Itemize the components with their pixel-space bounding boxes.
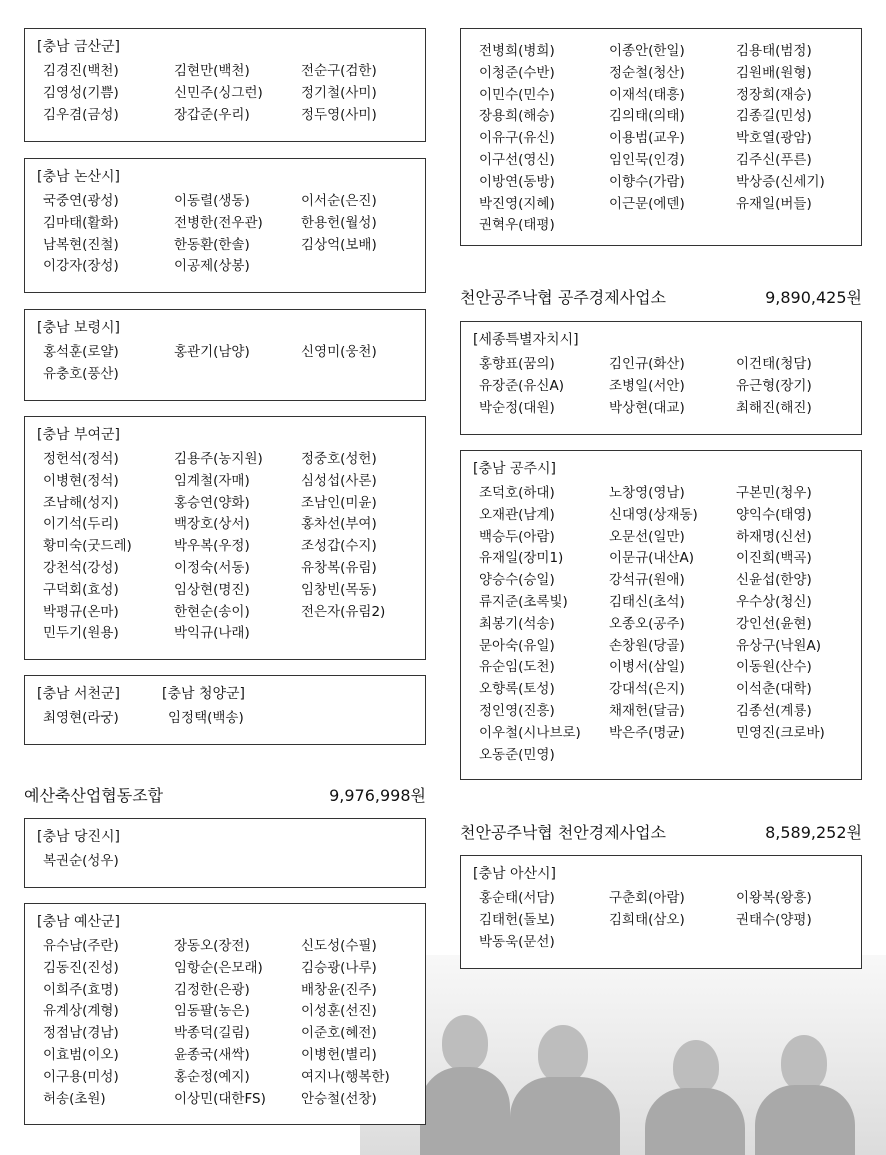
member-name: 김정한(은광)	[174, 981, 250, 998]
region-block-sejong	[460, 321, 862, 435]
member-name: 김경진(백천)	[43, 63, 119, 79]
member-name: 김승광(나루)	[301, 959, 377, 976]
member-name: 오재관(남계)	[479, 506, 555, 523]
region-block-gongju	[460, 450, 862, 780]
member-name: 이청준(수반)	[479, 64, 555, 81]
member-name: 이기석(두리)	[43, 516, 119, 533]
name-list	[37, 191, 425, 278]
member-name: 권태수(양평)	[736, 911, 812, 928]
member-name: 손창원(당골)	[609, 637, 685, 654]
member-name: 유충호(풍산)	[43, 365, 119, 382]
region-block-yesan	[24, 903, 426, 1125]
member-name: 이종안(한일)	[609, 43, 685, 59]
member-name: 박우복(우정)	[174, 538, 250, 555]
member-name: 한동환(한솔)	[174, 236, 250, 253]
member-name: 홍석훈(로얄)	[43, 344, 119, 360]
member-name: 구본민(청우)	[736, 485, 812, 501]
member-name: 유재일(장미1)	[479, 550, 564, 567]
member-name: 유상구(낙원A)	[736, 637, 821, 654]
member-name: 김동진(진성)	[43, 959, 119, 976]
member-name: 홍관기(남양)	[174, 344, 250, 360]
member-name: 정두영(사미)	[301, 106, 377, 123]
member-name: 김인규(화산)	[609, 356, 685, 372]
member-name: 박평규(온마)	[43, 603, 119, 620]
member-name: 이상민(대한FS)	[174, 1090, 266, 1107]
member-name: 이석춘(대학)	[736, 681, 812, 698]
member-name: 이공제(상봉)	[174, 258, 250, 275]
member-name: 이병서(삼일)	[609, 659, 685, 676]
member-name: 김태신(초석)	[609, 593, 685, 610]
member-name: 홍승연(양화)	[174, 494, 250, 511]
member-name: 이진희(백곡)	[736, 550, 812, 567]
member-name: 안승철(선창)	[301, 1090, 377, 1107]
member-name: 전병한(전우관)	[174, 214, 263, 231]
member-name: 이구선(영신)	[479, 151, 555, 168]
member-name: 이민수(민수)	[479, 86, 555, 103]
section-title: 천안공주낙협 공주경제사업소	[460, 288, 667, 307]
member-name: 배창윤(진주)	[301, 981, 377, 998]
member-name: 이근문(에덴)	[609, 195, 685, 212]
member-name: 정기철(사미)	[301, 84, 377, 101]
member-name: 백장호(상서)	[174, 516, 250, 533]
region-label: [충남 당진시]	[37, 829, 120, 845]
member-name: 국중연(광성)	[43, 193, 119, 209]
member-name: 신대영(상재동)	[609, 506, 698, 523]
member-name: 최봉기(석송)	[479, 615, 555, 632]
member-name: 이병현(정석)	[43, 472, 119, 489]
member-name: 이구용(미성)	[43, 1068, 119, 1085]
member-name: 임인묵(인경)	[609, 151, 685, 168]
member-name: 김우겸(금성)	[43, 106, 119, 123]
member-name: 전순구(검한)	[301, 63, 377, 79]
member-name: 유근형(장기)	[736, 377, 812, 394]
member-name: 허송(초원)	[43, 1090, 106, 1107]
region-label: [충남 부여군]	[37, 427, 120, 443]
member-name: 이향수(가람)	[609, 173, 685, 190]
member-name: 김영성(기쁨)	[43, 84, 119, 101]
member-name: 박상현(대교)	[609, 399, 685, 416]
member-name: 이왕복(왕흥)	[736, 890, 812, 906]
member-name: 김현만(백천)	[174, 63, 250, 79]
region-label: [충남 공주시]	[473, 461, 556, 477]
background-photo	[360, 955, 886, 1155]
member-name: 정헌석(정석)	[43, 451, 119, 467]
member-name: 윤종국(새싹)	[174, 1046, 250, 1063]
member-name: 조남해(성지)	[43, 494, 119, 511]
region-label: [세종특별자치시]	[473, 332, 579, 348]
member-name: 김종길(민성)	[736, 108, 812, 125]
region-block-geumsan	[24, 28, 426, 142]
section-header-gongju	[460, 285, 862, 308]
member-name: 홍순정(예지)	[174, 1068, 250, 1085]
member-name: 김마태(활화)	[43, 214, 119, 231]
region-block-buyeo	[24, 416, 426, 660]
member-name: 김원배(원형)	[736, 64, 812, 81]
member-name: 조병일(서안)	[609, 377, 685, 394]
member-name: 구춘회(아람)	[609, 890, 685, 906]
member-name: 홍향표(꿈의)	[479, 356, 555, 372]
section-header-cheonan	[460, 820, 862, 843]
member-name: 조덕호(하대)	[479, 485, 555, 501]
person-silhouette	[420, 1015, 510, 1155]
member-name: 김의태(의태)	[609, 108, 685, 125]
member-name: 이희주(효명)	[43, 981, 119, 998]
section-amount: 9,890,425원	[765, 288, 862, 307]
person-silhouette	[510, 1025, 620, 1155]
name-list	[37, 936, 425, 1110]
member-name: 한현순(송이)	[174, 603, 250, 620]
member-name: 하재명(신선)	[736, 528, 812, 545]
member-name: 여지나(행복한)	[301, 1068, 390, 1085]
member-name: 양승수(승일)	[479, 572, 555, 589]
member-name: 양익수(태영)	[736, 506, 812, 523]
member-name: 유재일(버들)	[736, 195, 812, 212]
member-name: 오문선(일만)	[609, 528, 685, 545]
region-label: [충남 서천군]	[37, 686, 120, 702]
member-name: 노창영(영남)	[609, 485, 685, 501]
member-name: 오향록(토성)	[479, 681, 555, 698]
member-name: 이건태(청담)	[736, 356, 812, 372]
member-name: 이강자(장성)	[43, 258, 119, 275]
member-name: 최영현(라궁)	[43, 710, 119, 726]
member-name: 박진영(지혜)	[479, 195, 555, 212]
region-label: [충남 아산시]	[473, 866, 556, 882]
member-name: 우수상(청신)	[736, 593, 812, 610]
member-name: 민영진(크로바)	[736, 724, 825, 741]
name-list	[37, 342, 425, 386]
member-name: 장갑준(우리)	[174, 106, 250, 123]
member-name: 김희태(삼오)	[609, 911, 685, 928]
region-column-seocheon	[37, 685, 120, 730]
member-name: 남복현(진철)	[43, 236, 119, 253]
name-list	[473, 354, 861, 419]
member-name: 박종덕(길림)	[174, 1025, 250, 1042]
region-block-asan	[460, 855, 862, 969]
region-label: [충남 보령시]	[37, 320, 120, 336]
member-name: 구덕회(효성)	[43, 581, 119, 598]
section-header-yesan	[24, 783, 426, 806]
member-name: 임동팔(농은)	[174, 1003, 250, 1020]
member-name: 최해진(해진)	[736, 399, 812, 416]
member-name: 조성갑(수지)	[301, 538, 377, 555]
region-label: [충남 예산군]	[37, 914, 120, 930]
region-block-nonsan	[24, 158, 426, 293]
member-name: 홍순태(서담)	[479, 890, 555, 906]
member-name: 홍차선(부여)	[301, 516, 377, 533]
member-name: 정점남(경남)	[43, 1025, 119, 1042]
name-list	[37, 708, 120, 730]
section-title: 천안공주낙협 천안경제사업소	[460, 823, 667, 842]
member-name: 이병헌(별리)	[301, 1046, 377, 1063]
name-list	[37, 61, 425, 126]
region-block-boryeong	[24, 309, 426, 401]
member-name: 신윤섭(한양)	[736, 572, 812, 589]
member-name: 황미숙(굿드레)	[43, 538, 132, 555]
member-name: 이동원(산수)	[736, 659, 812, 676]
section-amount: 8,589,252원	[765, 823, 862, 842]
member-name: 채재헌(달금)	[609, 702, 685, 719]
member-name: 류지준(초록빛)	[479, 593, 568, 610]
member-name: 임항순(은모래)	[174, 959, 263, 976]
member-name: 임창빈(목동)	[301, 581, 377, 598]
region-label: [충남 금산군]	[37, 39, 120, 55]
member-name: 이성훈(선진)	[301, 1003, 377, 1020]
member-name: 임상현(명진)	[174, 581, 250, 598]
member-name: 박은주(명균)	[609, 724, 685, 741]
member-name: 장동오(장전)	[174, 938, 250, 954]
member-name: 장용희(해승)	[479, 108, 555, 125]
member-name: 정장희(재승)	[736, 86, 812, 103]
name-list	[162, 708, 245, 730]
member-name: 전병희(병희)	[479, 43, 555, 59]
member-name: 이용범(교우)	[609, 130, 685, 147]
member-name: 유수남(주란)	[43, 938, 119, 954]
member-name: 유순임(도천)	[479, 659, 555, 676]
member-name: 정중호(성헌)	[301, 451, 377, 467]
member-name: 이문규(내산A)	[609, 550, 694, 567]
member-name: 강천석(강성)	[43, 559, 119, 576]
member-name: 복권순(성우)	[43, 853, 119, 869]
region-label: [충남 논산시]	[37, 169, 120, 185]
member-name: 백승두(아람)	[479, 528, 555, 545]
region-column-cheongyang	[162, 685, 245, 730]
member-name: 박동욱(문선)	[479, 933, 555, 950]
member-name: 유계상(계형)	[43, 1003, 119, 1020]
member-name: 이동렬(생동)	[174, 193, 250, 209]
member-name: 박호열(광암)	[736, 130, 812, 147]
member-name: 김용태(범정)	[736, 43, 812, 59]
member-name: 이재석(태흥)	[609, 86, 685, 103]
region-block-continued	[460, 28, 862, 246]
member-name: 권혁우(태평)	[479, 217, 555, 234]
member-name: 오동준(민영)	[479, 746, 555, 763]
member-name: 신민주(싱그런)	[174, 84, 263, 101]
member-name: 민두기(원용)	[43, 625, 119, 642]
member-name: 김종선(계룡)	[736, 702, 812, 719]
name-list	[37, 851, 425, 873]
member-name: 강대석(은지)	[609, 681, 685, 698]
name-list	[473, 41, 861, 237]
member-name: 이효범(이오)	[43, 1046, 119, 1063]
member-name: 김태헌(돌보)	[479, 911, 555, 928]
member-name: 박상증(신세기)	[736, 173, 825, 190]
member-name: 이서순(은진)	[301, 193, 377, 209]
member-name: 이방연(동방)	[479, 173, 555, 190]
member-name: 신영미(웅천)	[301, 344, 377, 360]
name-list	[37, 449, 425, 645]
member-name: 정순철(청산)	[609, 64, 685, 81]
member-name: 강석규(원애)	[609, 572, 685, 589]
member-name: 김주신(푸른)	[736, 151, 812, 168]
member-name: 임계철(자매)	[174, 472, 250, 489]
name-list	[473, 483, 861, 766]
member-name: 정인영(진흥)	[479, 702, 555, 719]
member-name: 유창복(유림)	[301, 559, 377, 576]
member-name: 이정숙(서동)	[174, 559, 250, 576]
member-name: 문아숙(유일)	[479, 637, 555, 654]
member-name: 심성섭(사론)	[301, 472, 377, 489]
member-name: 강인선(윤현)	[736, 615, 812, 632]
member-name: 조남인(미윤)	[301, 494, 377, 511]
member-name: 오종오(공주)	[609, 615, 685, 632]
person-silhouette	[645, 1040, 745, 1155]
region-label: [충남 청양군]	[162, 686, 245, 702]
section-amount: 9,976,998원	[329, 786, 426, 805]
member-name: 이우철(시나브로)	[479, 724, 581, 741]
member-name: 김상억(보배)	[301, 236, 377, 253]
member-name: 박순정(대원)	[479, 399, 555, 416]
member-name: 김용주(농지원)	[174, 451, 263, 467]
member-name: 박익규(나래)	[174, 625, 250, 642]
member-name: 이유구(유신)	[479, 130, 555, 147]
region-block-seocheon-cheongyang	[24, 675, 426, 745]
member-name: 신도성(수필)	[301, 938, 377, 954]
member-name: 이준호(혜전)	[301, 1025, 377, 1042]
member-name: 전은자(유림2)	[301, 603, 386, 620]
member-name: 유장준(유신A)	[479, 377, 564, 394]
member-name: 임정택(백송)	[168, 710, 244, 726]
member-name: 한용헌(월성)	[301, 214, 377, 231]
region-block-dangjin	[24, 818, 426, 888]
person-silhouette	[755, 1035, 855, 1155]
name-list	[473, 888, 861, 953]
section-title: 예산축산업협동조합	[24, 786, 164, 805]
